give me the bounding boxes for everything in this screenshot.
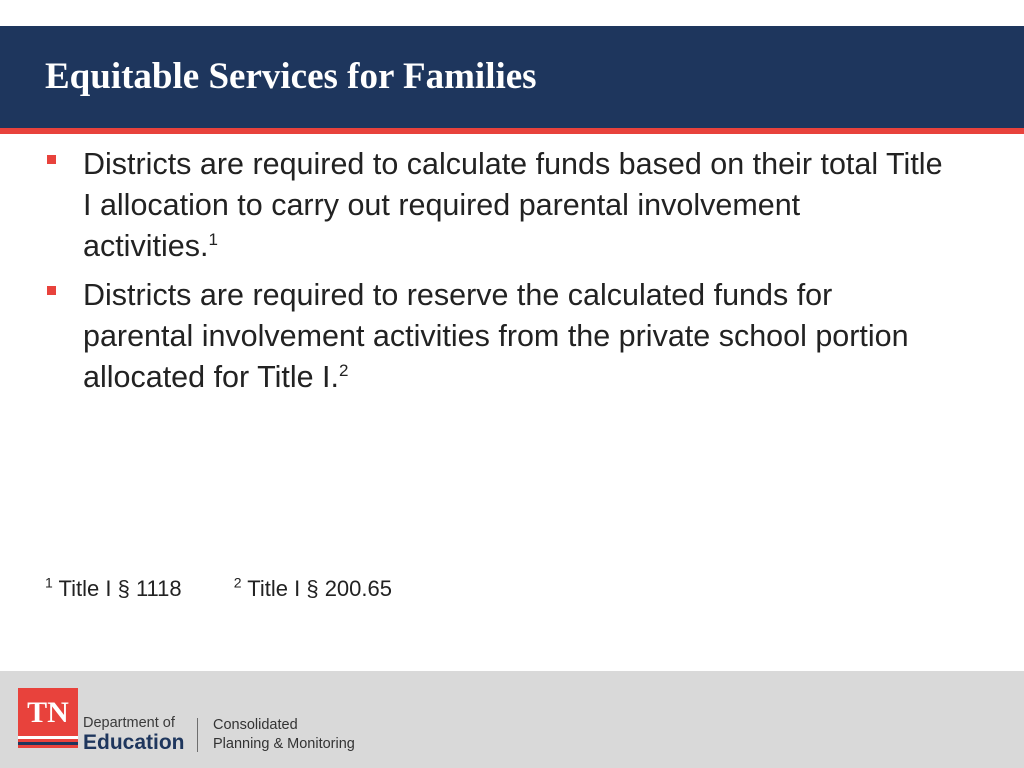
footnote-text: Title I § 200.65 xyxy=(247,576,392,601)
bullet-item xyxy=(0,275,943,398)
tn-logo xyxy=(18,688,78,748)
footer-divider xyxy=(197,718,198,752)
bullet-text: Districts are required to calculate funds based on their total Title I allocation to carry out required parental involvement activities. xyxy=(83,147,943,263)
footnote-marker: 1 xyxy=(45,574,53,591)
department-label: Department of xyxy=(83,715,175,731)
accent-rule xyxy=(0,128,1024,134)
square-bullet-icon xyxy=(47,155,56,164)
bullet-list xyxy=(0,144,1000,406)
department-name: Education xyxy=(83,731,185,754)
footnote-text: Title I § 1118 xyxy=(58,576,182,601)
bullet-item xyxy=(0,144,943,267)
footnote xyxy=(45,574,182,604)
office-line2: Planning & Monitoring xyxy=(213,736,355,752)
office-line1: Consolidated xyxy=(213,717,298,733)
square-bullet-icon xyxy=(47,286,56,295)
footnote-marker: 2 xyxy=(233,574,242,591)
slide-title: Equitable Services for Families xyxy=(45,56,537,97)
logo-stripe xyxy=(18,742,78,745)
footnote-ref: 2 xyxy=(339,360,349,380)
footnote-ref: 1 xyxy=(208,229,218,249)
footnotes xyxy=(45,574,392,604)
logo-stripe xyxy=(18,736,78,739)
footnote xyxy=(234,574,392,604)
bullet-text: Districts are required to reserve the calculated funds for parental involvement activities from the private school portion allocated for Title I. xyxy=(83,278,909,394)
tn-logo-text: TN xyxy=(27,696,69,729)
